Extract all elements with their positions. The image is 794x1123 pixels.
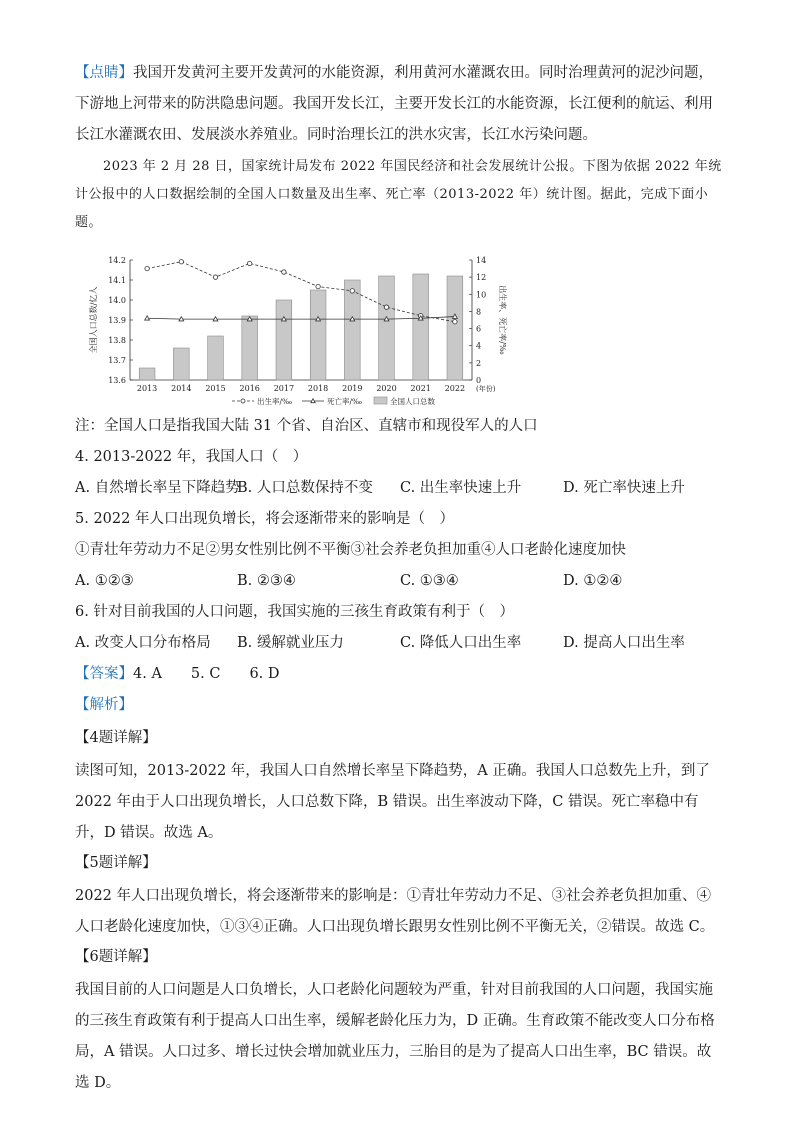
legend-birth-label: 出生率/‰	[257, 397, 293, 406]
legend-bar-swatch	[374, 397, 387, 404]
birth-rate-point	[213, 275, 217, 279]
x-tick-label: 2020	[376, 384, 397, 393]
legend-death-label: 死亡率/‰	[327, 397, 363, 406]
legend-birth-marker	[241, 399, 245, 403]
birth-rate-line	[147, 262, 455, 322]
birth-rate-point	[384, 305, 388, 309]
detail-6-label: 【6题详解】	[75, 949, 157, 965]
left-tick-label: 13.7	[108, 356, 126, 365]
q4-option-b[interactable]: B. 人口总数保持不变	[237, 480, 373, 496]
left-tick-label: 14.0	[108, 296, 126, 305]
q6-stem: 6. 针对目前我国的人口问题，我国实施的三孩生育政策有利于（ ）	[75, 604, 514, 620]
x-tick-label: 2019	[342, 384, 363, 393]
q5-stem: 5. 2022 年人口出现负增长，将会逐渐带来的影响是（ ）	[75, 511, 454, 527]
birth-rate-point	[145, 266, 149, 270]
population-chart	[82, 248, 522, 406]
tip-text: 我国开发黄河主要开发黄河的水能资源，利用黄河水灌溉农田。同时治理黄河的泥沙问题，下游地上河带来的防洪隐患问题。我国开发长江，主要开发长江的水能资源，长江便利的航运、利用长江水灌溉农田、发展淡水养殖业。同时治理长江的洪水灾害，长江水污染问题。	[75, 65, 713, 143]
q6-option-a[interactable]: A. 改变人口分布格局	[75, 635, 211, 651]
x-tick-label: 2021	[410, 384, 431, 393]
detail-5-text: 2022 年人口出现负增长，将会逐渐带来的影响是：①青壮年劳动力不足、③社会养老负担加重、④人口老龄化速度加快，①③④正确。人口出现负增长跟男女性别比例不平衡无关，②错误。故选 C。	[75, 888, 715, 935]
x-tick-label: 2015	[205, 384, 226, 393]
left-tick-label: 13.8	[108, 336, 126, 345]
bar-population-2020	[379, 276, 395, 380]
x-unit-label: (年份)	[476, 385, 496, 393]
chart-lines	[145, 260, 458, 324]
bar-population-2018	[310, 290, 326, 380]
right-tick-label: 12	[476, 273, 487, 283]
bar-population-2015	[208, 336, 224, 380]
legend-death-marker	[311, 399, 315, 403]
q5-items: ①青壮年劳动力不足②男女性别比例不平衡③社会养老负担加重④人口老龄化速度加快	[75, 542, 626, 558]
detail-6-text: 我国目前的人口问题是人口负增长，人口老龄化问题较为严重，针对目前我国的人口问题，我国实施的三孩生育政策有利于提高人口出生率，缓解老龄化压力为，D 正确。生育政策不能改变人口分布格局，A 错误。人口过多、增长过快会增加就业压力，三胎目的是为了提高人口出生率，BC 错误。故选 D。	[75, 982, 715, 1091]
q5-option-a[interactable]: A. ①②③	[75, 573, 134, 589]
answer-label: 【答案】	[75, 666, 133, 682]
analysis-label: 【解析】	[75, 697, 133, 713]
right-tick-label: 14	[476, 256, 487, 265]
x-tick-label: 2016	[239, 384, 260, 393]
bar-population-2016	[242, 316, 258, 380]
answer-line	[75, 663, 280, 685]
left-tick-label: 13.9	[108, 316, 126, 325]
bar-population-2019	[344, 280, 360, 380]
x-tick-label: 2017	[273, 384, 295, 393]
right-tick-label: 0	[476, 376, 482, 385]
birth-rate-point	[248, 261, 252, 265]
right-tick-label: 10	[476, 290, 487, 300]
right-tick-label: 6	[476, 324, 482, 334]
q4-option-a[interactable]: A. 自然增长率呈下降趋势	[75, 480, 240, 496]
bar-population-2013	[139, 368, 155, 380]
detail-4-label: 【4题详解】	[75, 730, 157, 746]
detail-5-label: 【5题详解】	[75, 855, 157, 871]
death-rate-line	[147, 317, 455, 320]
bar-population-2022	[447, 276, 463, 380]
birth-rate-point	[282, 270, 286, 274]
right-axis-title: 出生率、死亡率/‰	[498, 285, 507, 355]
q5-option-c[interactable]: C. ①③④	[400, 573, 459, 589]
birth-rate-point	[179, 260, 183, 264]
left-tick-label: 13.6	[108, 376, 126, 385]
legend-bar-label: 全国人口总数	[390, 397, 435, 406]
left-tick-label: 14.1	[108, 276, 126, 285]
q6-option-c[interactable]: C. 降低人口出生率	[400, 635, 522, 651]
birth-rate-point	[453, 320, 457, 324]
birth-rate-point	[316, 284, 320, 288]
x-tick-label: 2018	[307, 384, 329, 393]
q6-option-b[interactable]: B. 缓解就业压力	[237, 635, 344, 651]
q4-option-d[interactable]: D. 死亡率快速上升	[563, 480, 685, 496]
detail-4-text: 读图可知，2013-2022 年，我国人口自然增长率呈下降趋势，A 正确。我国人口总数先上升，到了 2022 年由于人口出现负增长，人口总数下降，B 错误。出生率波动下降，C 错误。死亡率稳中有升，D 错误。故选 A。	[75, 763, 710, 841]
x-tick-label: 2022	[444, 384, 466, 393]
q5-option-b[interactable]: B. ②③④	[237, 573, 296, 589]
right-tick-label: 2	[476, 358, 482, 368]
tip-paragraph	[75, 58, 725, 151]
answer-text: 4. A 5. C 6. D	[133, 666, 280, 682]
left-axis-title: 全国人口总数/亿人	[89, 286, 98, 354]
chart-legend	[232, 396, 435, 406]
x-tick-label: 2013	[136, 384, 158, 393]
bar-population-2014	[173, 348, 189, 380]
chart-note: 注：全国人口是指我国大陆 31 个省、自治区、直辖市和现役军人的人口	[75, 418, 538, 434]
q4-stem: 4. 2013-2022 年，我国人口（ ）	[75, 449, 308, 465]
q6-option-d[interactable]: D. 提高人口出生率	[563, 635, 685, 651]
question-intro: 2023 年 2 月 28 日，国家统计局发布 2022 年国民经济和社会发展统计公报。下图为依据 2022 年统计公报中的人口数据绘制的全国人口数量及出生率、死亡率（2013-2022 年）统计图。据此，完成下面小题。	[75, 159, 722, 230]
chart-bars	[139, 274, 463, 380]
bar-population-2021	[413, 274, 429, 380]
tip-label: 【点睛】	[75, 65, 133, 81]
q5-option-d[interactable]: D. ①②④	[563, 573, 623, 589]
birth-rate-point	[350, 289, 354, 293]
left-tick-label: 14.2	[108, 256, 126, 265]
bar-population-2017	[276, 300, 292, 380]
right-tick-label: 8	[476, 307, 482, 317]
right-tick-label: 4	[476, 341, 482, 351]
q4-option-c[interactable]: C. 出生率快速上升	[400, 480, 522, 496]
x-tick-label: 2014	[171, 384, 192, 393]
